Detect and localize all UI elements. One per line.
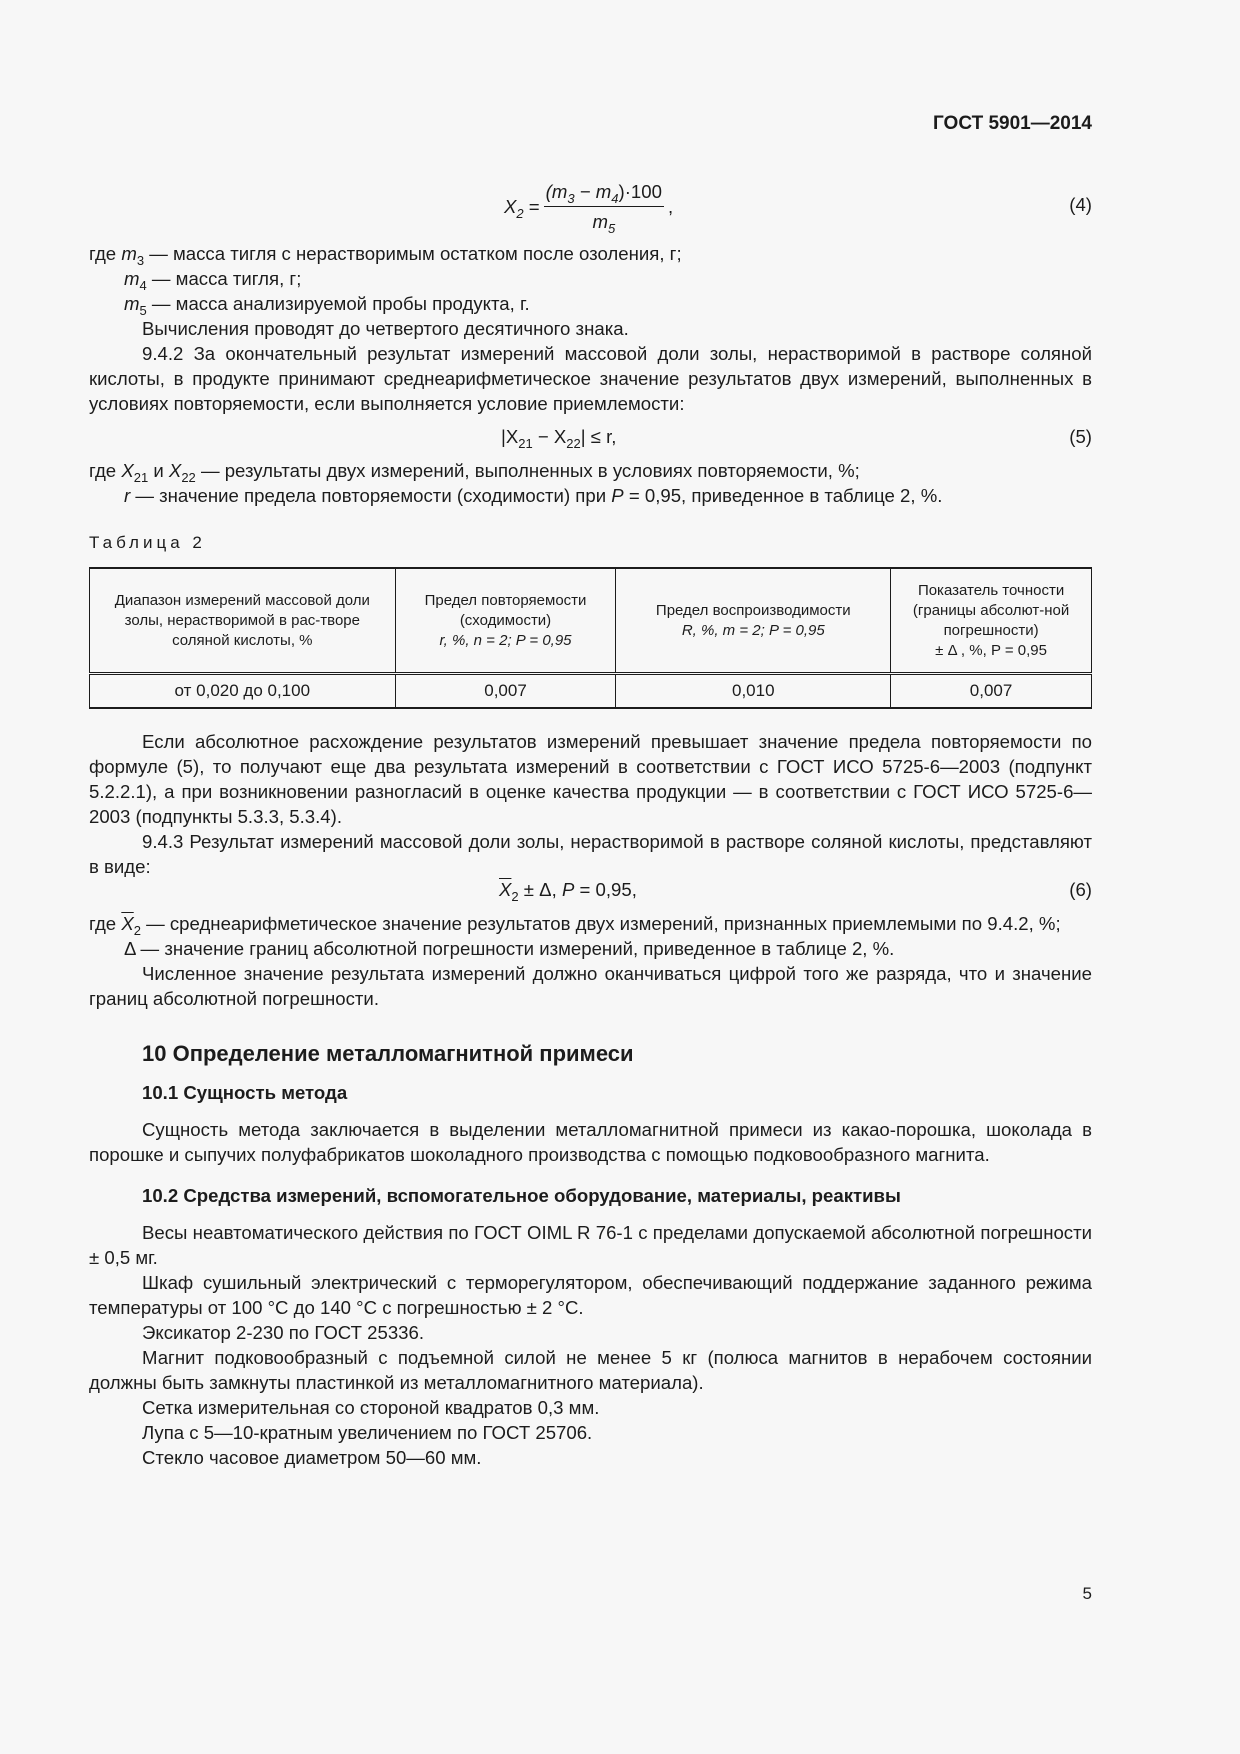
list-item: Сетка измерительная со стороной квадратов 0,3 мм. — [142, 1397, 600, 1418]
paragraph-calc: Вычисления проводят до четвертого десятичного знака. — [142, 318, 629, 339]
formula-5: $|X_{21} - X_{22}| \le r$, (5) — [501, 426, 1092, 451]
paragraph-if: Если абсолютное расхождение результатов измерений превышает значение предела повторяемости по формуле (5), то получают еще два результата измерений в соответствии с ГОСТ ИСО 5725-6—2003 (подпункт 5.2.2.1), а при возникновении разногласий в оценке качества продукции — в соответствии с ГОСТ ИСО 5725-6—2003 (подпункты 5.3.3, 5.3.4). — [89, 731, 1092, 827]
where-5-line-2: r — значение предела повторяемости (сходимости) при P = 0,95, приведенное в таблице 2, %. — [124, 485, 943, 506]
table-header-range: Диапазон измерений массовой доли золы, нерастворимой в рас-творе соляной кислоты, % — [90, 568, 396, 674]
page-content — [89, 175, 1092, 1470]
table-cell-range: от 0,020 до 0,100 — [90, 674, 396, 709]
formula-4: $X_2$ = $\frac{(m_3 - m_4)\cdot 100}{m_5}$ , (4) — [504, 181, 1092, 236]
formula-5-number: (5) — [1069, 426, 1092, 447]
where-4-line-1: где $m_3$ — масса тигля с нерастворимым остатком после озоления, г; — [89, 243, 682, 268]
document-code: ГОСТ 5901—2014 — [933, 113, 1092, 134]
formula-6: $\overline{X}_2 \pm \Delta$, P = 0,95, (6) — [499, 879, 1092, 904]
paragraph-numeric: Численное значение результата измерений должно оканчиваться цифрой того же разряда, что и значение границ абсолютной погрешности. — [89, 963, 1092, 1009]
table-2 — [89, 567, 1092, 709]
table-header-reproducibility: Предел воспроизводимости R, %, m = 2; P = 0,95 — [616, 568, 891, 674]
table-cell-repeatability: 0,007 — [395, 674, 616, 709]
formula-6-number: (6) — [1069, 879, 1092, 900]
paragraph-10-1: Сущность метода заключается в выделении металломагнитной примеси из какао-порошка, шоколада в порошке и сыпучих полуфабрикатов шоколадного производства с помощью подковообразного магнита. — [89, 1119, 1092, 1165]
table-header-row — [90, 568, 1092, 674]
formula-4-fraction: $\frac{(m_3 - m_4)\cdot 100}{m_5}$ — [545, 181, 662, 236]
paragraph-9-4-3: 9.4.3 Результат измерений массовой доли золы, нерастворимой в растворе соляной кислоты, представляют в виде: — [89, 831, 1092, 877]
paragraph-9-4-2: 9.4.2 За окончательный результат измерений массовой доли золы, нерастворимой в растворе соляной кислоты, в продукте принимают среднеарифметическое значение результатов двух измерений, выполненных в условиях повторяемости, если выполняется условие приемлемости: — [89, 343, 1092, 414]
table-header-accuracy: Показатель точности (границы абсолют-ной погрешности) ± Δ , %, P = 0,95 — [891, 568, 1092, 674]
where-4-line-2: $m_4$ — масса тигля, г; — [124, 268, 302, 293]
table-title: Таблица 2 — [89, 533, 206, 552]
where-6-line-1: где $\overline{X}_2$ — среднеарифметическое значение результатов двух измерений, признанных приемлемыми по 9.4.2, %; — [89, 913, 1061, 938]
list-item: Шкаф сушильный электрический с терморегулятором, обеспечивающий поддержание заданного режима температуры от 100 °С до 140 °С с погрешностью ± 2 °С. — [89, 1272, 1092, 1318]
table-cell-accuracy: 0,007 — [891, 674, 1092, 709]
page-number: 5 — [1082, 1584, 1092, 1603]
where-6-line-2: Δ — значение границ абсолютной погрешности измерений, приведенное в таблице 2, %. — [124, 938, 895, 959]
subsection-10-1-title: 10.1 Сущность метода — [142, 1082, 348, 1103]
formula-4-number: (4) — [1069, 194, 1092, 215]
list-item: Стекло часовое диаметром 50—60 мм. — [142, 1447, 482, 1468]
subsection-10-2-title: 10.2 Средства измерений, вспомогательное оборудование, материалы, реактивы — [142, 1185, 901, 1206]
list-item: Весы неавтоматического действия по ГОСТ OIML R 76-1 с пределами допускаемой абсолютной погрешности ± 0,5 мг. — [89, 1222, 1092, 1268]
where-5-line-1: где $X_{21}$ и $X_{22}$ — результаты двух измерений, выполненных в условиях повторяемости, %; — [89, 460, 860, 485]
table-cell-reproducibility: 0,010 — [616, 674, 891, 709]
section-10-title: 10 Определение металломагнитной примеси — [142, 1041, 634, 1066]
list-item: Магнит подковообразный с подъемной силой не менее 5 кг (полюса магнитов в нерабочем состоянии должны быть замкнуты пластинкой из металломагнитного материала). — [89, 1347, 1092, 1393]
list-item: Эксикатор 2-230 по ГОСТ 25336. — [142, 1322, 425, 1343]
list-item: Лупа с 5—10-кратным увеличением по ГОСТ 25706. — [142, 1422, 593, 1443]
where-4-line-3: $m_5$ — масса анализируемой пробы продукта, г. — [124, 293, 530, 318]
table-row — [90, 674, 1092, 709]
table-header-repeatability: Предел повторяемости (сходимости) r, %, n = 2; P = 0,95 — [395, 568, 616, 674]
